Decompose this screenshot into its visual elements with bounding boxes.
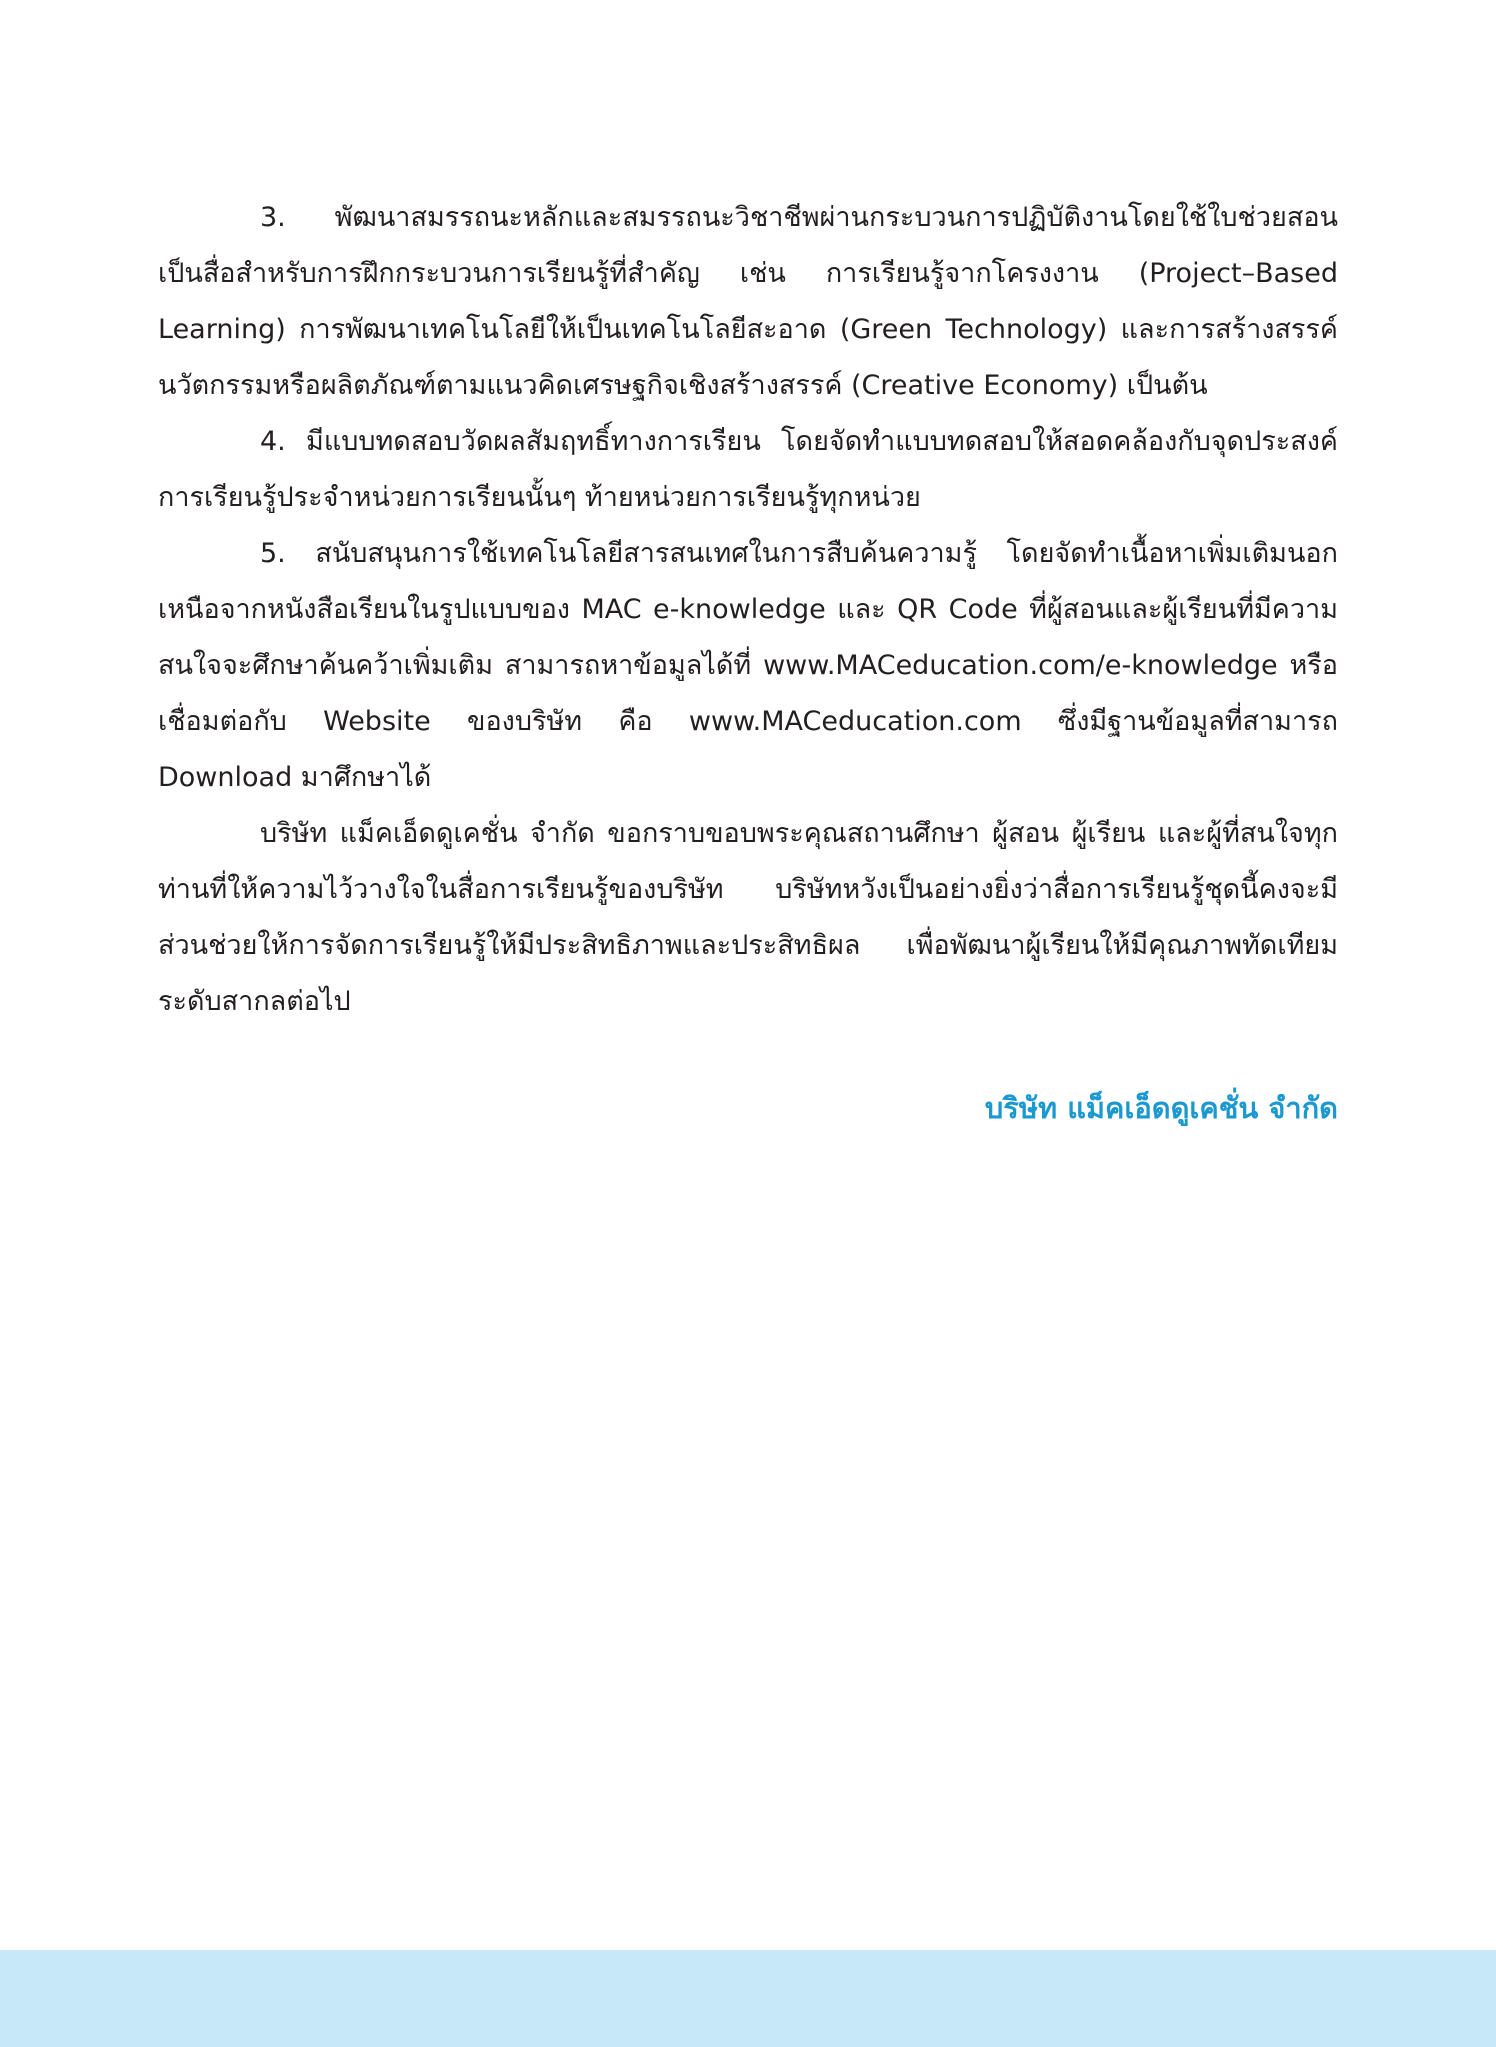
paragraph-item-3: 3. พัฒนาสมรรถนะหลักและสมรรถนะวิชาชีพผ่านกระบวนการปฏิบัติงานโดยใช้ใบช่วยสอนเป็นสื่อสำหรับการฝึกกระบวนการเรียนรู้ที่สำคัญ เช่น การเรียนรู้จากโครงงาน (Project–Based Learning) การพัฒนาเทคโนโลยีให้เป็นเทคโนโลยีสะอาด (Green Technology) และการสร้างสรรค์นวัตกรรมหรือผลิตภัณฑ์ตามแนวคิดเศรษฐกิจเชิงสร้างสรรค์ (Creative Economy) เป็นต้น [158,202,1338,401]
paragraph-item-5: 5. สนับสนุนการใช้เทคโนโลยีสารสนเทศในการสืบค้นความรู้ โดยจัดทำเนื้อหาเพิ่มเติมนอกเหนือจากหนังสือเรียนในรูปแบบของ MAC e-knowledge และ QR Code ที่ผู้สอนและผู้เรียนที่มีความสนใจจะศึกษาค้นคว้าเพิ่มเติม สามารถหาข้อมูลได้ที่ www.MACeducation.com/e-knowledge หรือเชื่อมต่อกับ Website ของบริษัท คือ www.MACeducation.com ซึ่งมีฐานข้อมูลที่สามารถ Download มาศึกษาได้ [158,538,1338,793]
paragraph-acknowledgement: บริษัท แม็คเอ็ดดูเคชั่น จำกัด ขอกราบขอบพระคุณสถานศึกษา ผู้สอน ผู้เรียน และผู้ที่สนใจทุกท่านที่ให้ความไว้วางใจในสื่อการเรียนรู้ของบริษัท บริษัทหวังเป็นอย่างยิ่งว่าสื่อการเรียนรู้ชุดนี้คงจะมีส่วนช่วยให้การจัดการเรียนรู้ให้มีประสิทธิภาพและประสิทธิผล เพื่อพัฒนาผู้เรียนให้มีคุณภาพทัดเทียมระดับสากลต่อไป [158,818,1338,1017]
body-text [158,190,1338,1030]
paragraph-item-4: 4. มีแบบทดสอบวัดผลสัมฤทธิ์ทางการเรียน โดยจัดทำแบบทดสอบให้สอดคล้องกับจุดประสงค์การเรียนรู้ประจำหน่วยการเรียนนั้นๆ ท้ายหน่วยการเรียนรู้ทุกหน่วย [158,426,1338,513]
footer-band [0,1950,1496,2047]
company-signature: บริษัท แม็คเอ็ดดูเคชั่น จำกัด [984,1091,1338,1125]
